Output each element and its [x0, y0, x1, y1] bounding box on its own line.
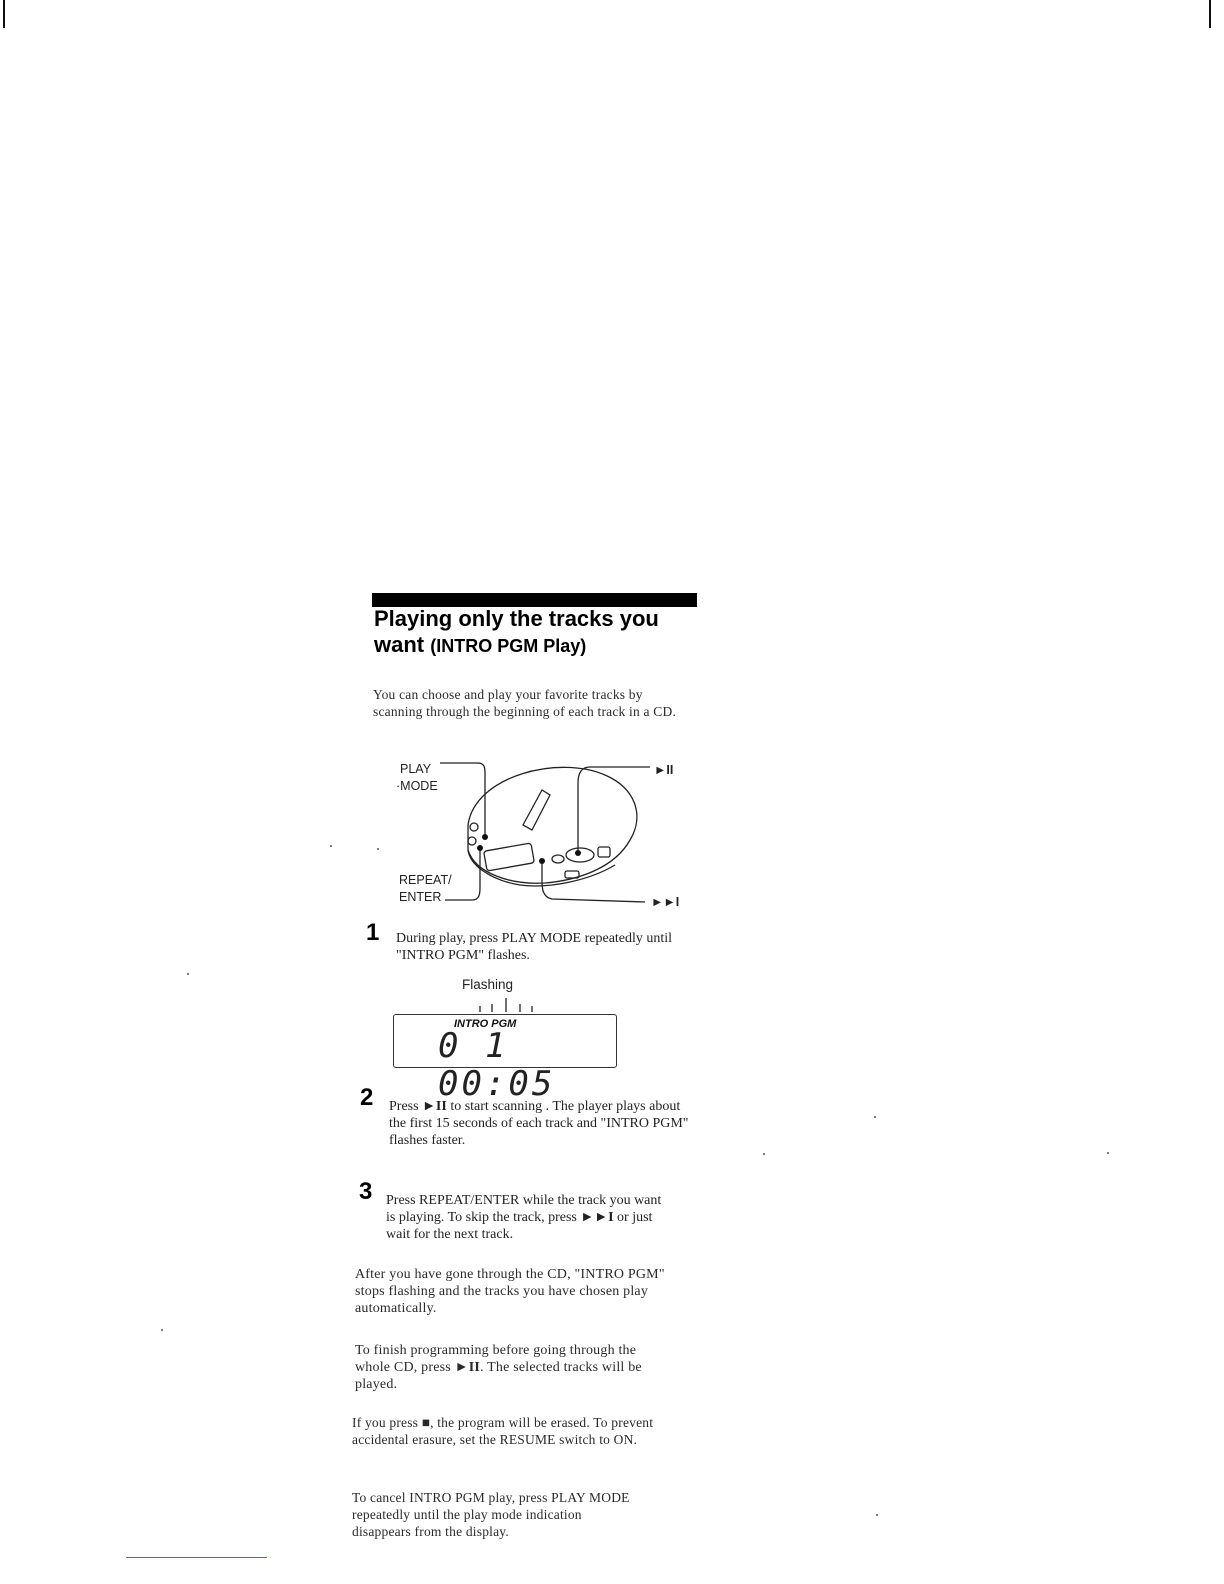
step-1-text: During play, press PLAY MODE repeatedly until "INTRO PGM" flashes. [396, 931, 673, 963]
note-finish: To finish programming before going through the whole CD, press ►II. The selected tracks will be played. [355, 1343, 642, 1392]
title-sub: (INTRO PGM Play) [430, 636, 587, 656]
label-repeat: REPEAT/ [399, 873, 452, 887]
lcd-time-readout: 0 1 00:05 [438, 1026, 556, 1104]
note-after: After you have gone through the CD, "INTRO PGM" stops flashing and the tracks you have chosen play automatically. [355, 1267, 665, 1316]
scan-edge-mark-right [1209, 0, 1211, 28]
label-mode: ·MODE [396, 779, 438, 793]
title-main: Playing only the tracks you want [374, 606, 659, 657]
note-cancel: To cancel INTRO PGM play, press PLAY MODE repeatedly until the play mode indication disappears from the display. [352, 1490, 630, 1539]
cd-player-illustration [430, 755, 660, 910]
flashing-label: Flashing [462, 977, 514, 992]
step-number: 3 [359, 1178, 373, 1205]
label-enter: ENTER [399, 890, 442, 904]
flash-rays-icon [470, 996, 550, 1014]
scan-speck [161, 1329, 163, 1331]
scan-speck [763, 1153, 765, 1155]
section-rule [372, 593, 697, 607]
footer-rule [126, 1557, 267, 1558]
lcd-display [393, 1014, 617, 1104]
label-next-icon: ►►I [651, 895, 680, 909]
scan-speck [377, 848, 379, 850]
step-number: 1 [366, 919, 380, 946]
intro-pgm-indicator: INTRO PGM [454, 1018, 517, 1030]
scan-speck [1107, 1152, 1109, 1154]
scan-speck [876, 1514, 878, 1516]
intro-paragraph: You can choose and play your favorite tracks by scanning through the beginning of each track in a CD. [373, 687, 677, 719]
stop-icon: ■ [421, 1415, 431, 1430]
scan-speck [187, 973, 189, 975]
note-stop: If you press ■, the program will be erased. To prevent accidental erasure, set the RESUME switch to ON. [352, 1415, 654, 1447]
scan-speck [330, 845, 332, 847]
step-number: 2 [360, 1084, 374, 1111]
label-play-pause-icon: ►II [654, 763, 674, 777]
play-pause-icon: ►II [454, 1360, 480, 1375]
scan-speck [874, 1116, 876, 1118]
section-title [374, 606, 714, 659]
next-track-icon: ►►I [580, 1210, 614, 1225]
step-3-text: Press REPEAT/ENTER while the track you want is playing. To skip the track, press ►►I or just wait for the next track. [386, 1193, 662, 1242]
label-play: PLAY [400, 762, 432, 776]
scan-edge-mark-left [3, 0, 5, 28]
play-pause-icon: ►II [422, 1099, 447, 1114]
step-2-text: Press ►II to start scanning . The player plays about the first 15 seconds of each track and "INTRO PGM" flashes faster. [389, 1099, 689, 1148]
